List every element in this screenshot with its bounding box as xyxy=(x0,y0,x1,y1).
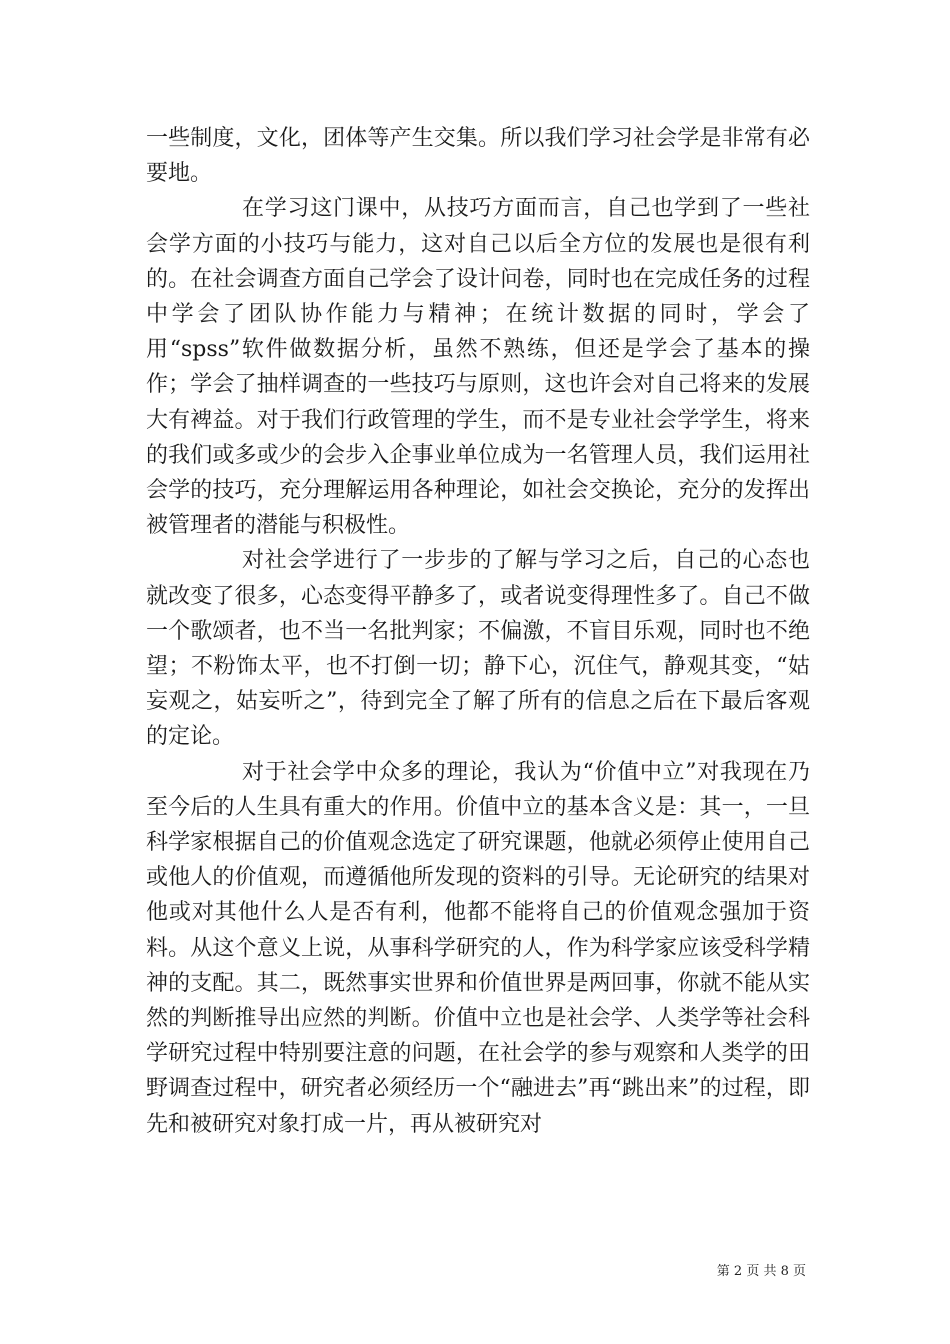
page-number-footer: 第 2 页 共 8 页 xyxy=(716,1264,806,1279)
paragraph-continuation: 一些制度，文化，团体等产生交集。所以我们学习社会学是非常有必要地。 xyxy=(146,126,810,187)
paragraph-skills: 在学习这门课中，从技巧方面而言，自己也学到了一些社会学方面的小技巧与能力，这对自己以后全方位的发展也是很有利的。在社会调查方面自己学会了设计问卷，同时也在完成任务的过程中学会了团队协作能力与精神；在统计数据的同时，学会了用“spss”软件做数据分析，虽然不熟练，但还是学会了基本的操作；学会了抽样调查的一些技巧与原则，这也许会对自己将来的发展大有裨益。对于我们行政管理的学生，而不是专业社会学学生，将来的我们或多或少的会步入企事业单位成为一名管理人员，我们运用社会学的技巧，充分理解运用各种理论，如社会交换论，充分的发挥出被管理者的潜能与积极性。 xyxy=(146,196,810,539)
paragraph-mindset: 对社会学进行了一步步的了解与学习之后，自己的心态也就改变了很多，心态变得平静多了，或者说变得理性多了。自己不做一个歌颂者，也不当一名批判家；不偏激，不盲目乐观，同时也不绝望；不粉饰太平，也不打倒一切；静下心，沉住气，静观其变，“姑妄观之，姑妄听之”，待到完全了解了所有的信息之后在下最后客观的定论。 xyxy=(146,548,810,750)
paragraph-value-neutrality: 对于社会学中众多的理论，我认为“价值中立”对我现在乃至今后的人生具有重大的作用。价值中立的基本含义是：其一，一旦科学家根据自己的价值观念选定了研究课题，他就必须停止使用自己或他人的价值观，而遵循他所发现的资料的引导。无论研究的结果对他或对其他什么人是否有利，他都不能将自己的价值观念强加于资料。从这个意义上说，从事科学研究的人，作为科学家应该受科学精神的支配。其二，既然事实世界和价值世界是两回事，你就不能从实然的判断推导出应然的判断。价值中立也是社会学、人类学等社会科学研究过程中特别要注意的问题，在社会学的参与观察和人类学的田野调查过程中，研究者必须经历一个“融进去”再“跳出来”的过程，即先和被研究对象打成一片，再从被研究对 xyxy=(146,759,810,1137)
body-text xyxy=(146,121,810,1142)
